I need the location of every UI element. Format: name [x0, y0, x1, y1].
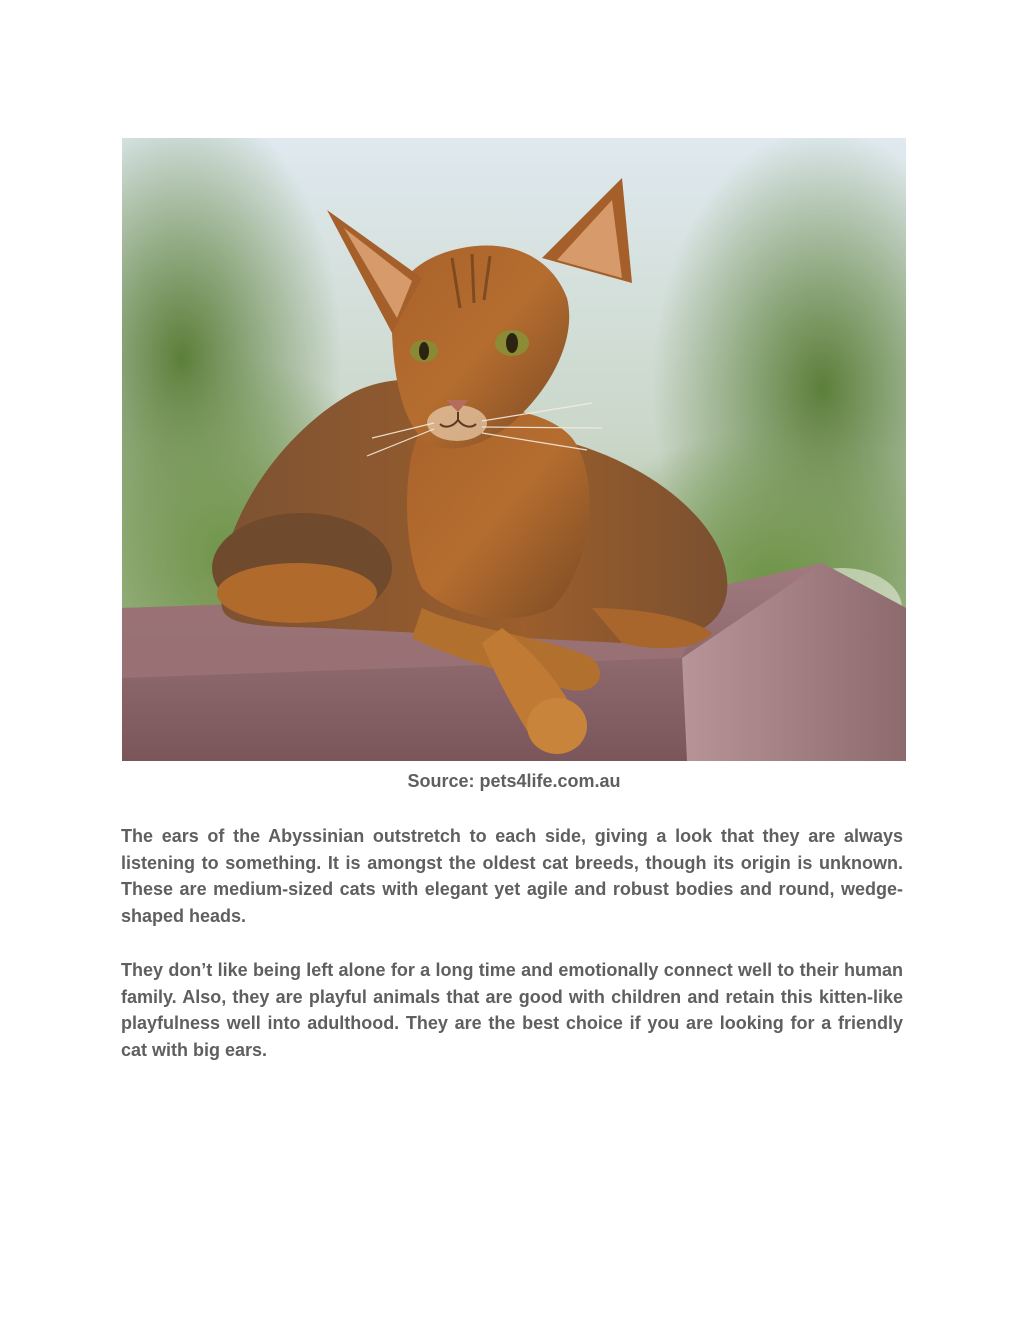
paragraph-ears-description: The ears of the Abyssinian outstretch to each side, giving a look that they are always listening to something. It is amongst the oldest cat breeds, though its origin is unknown. These are medium-sized cats with elegant yet agile and robust bodies and round, wedge-shaped heads. [121, 826, 903, 926]
paragraph-temperament-description: They don’t like being left alone for a long time and emotionally connect well to their human family. Also, they are playful animals that are good with children and retain this kitten-like playfulness well into adulthood. They are the best choice if you are looking for a friendly cat with big ears. [121, 960, 903, 1060]
abyssinian-cat-photo [122, 138, 906, 761]
cat-illustration [122, 138, 906, 761]
photo-caption: Source: pets4life.com.au [407, 771, 621, 791]
